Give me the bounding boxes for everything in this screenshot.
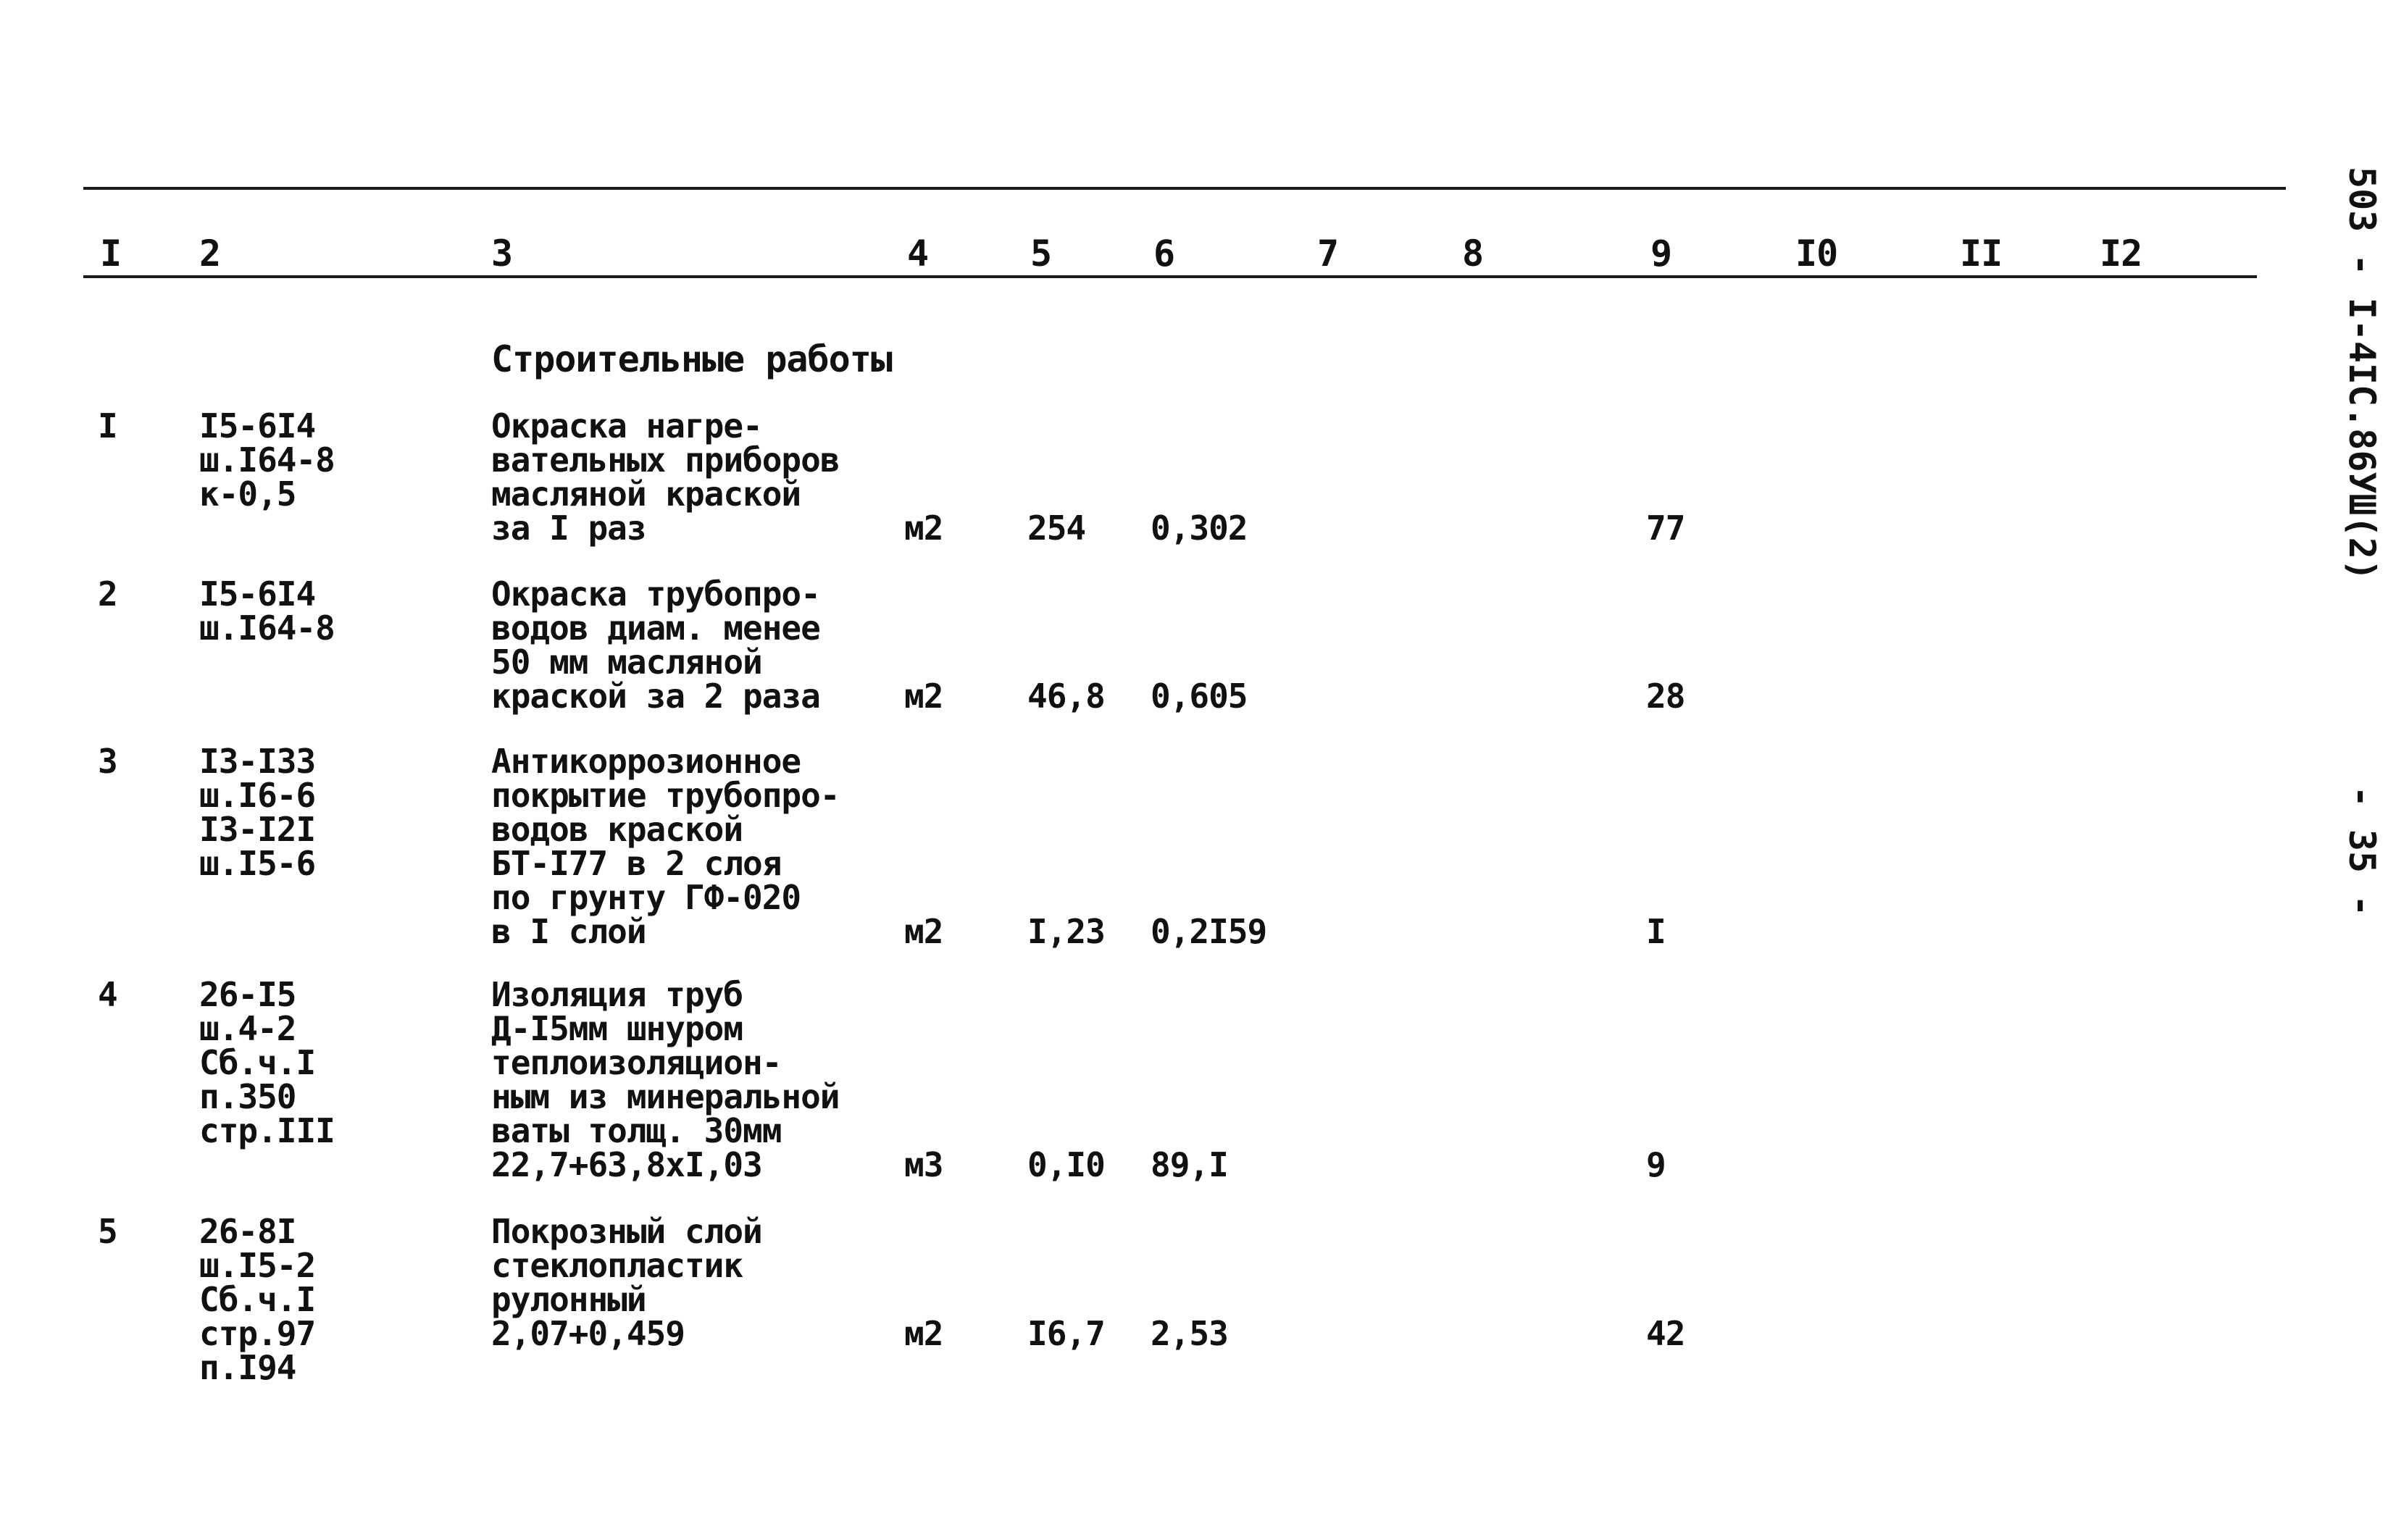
column-header-4: 4 <box>907 233 929 275</box>
row-quantity: 0,I0 <box>1027 1145 1105 1184</box>
document-code: 503 - I-4IC.86УШ(2) <box>2341 167 2383 581</box>
row-column-6: 0,2I59 <box>1151 912 1267 951</box>
row-description: Окраска нагре- вательных приборов масляной краской за I раз <box>491 406 840 548</box>
row-number: 4 <box>98 975 117 1014</box>
table-top-rule <box>83 187 2286 190</box>
row-quantity: I,23 <box>1027 912 1105 951</box>
column-header-2: 2 <box>199 233 221 275</box>
row-quantity: 254 <box>1027 509 1086 548</box>
row-description: Изоляция труб Д-I5мм шнуром теплоизоляцион- ным из минеральной ваты толщ. 30мм 22,7+63,8хI,03 <box>491 975 840 1184</box>
row-unit: м2 <box>904 912 943 951</box>
row-unit: м2 <box>904 1314 943 1353</box>
row-description: Окраска трубопро- водов диам. менее 50 мм масляной краской за 2 раза <box>491 574 820 716</box>
row-code: 26-I5 ш.4-2 Сб.ч.I п.350 стр.III <box>199 975 335 1150</box>
row-description: Покрозный слой стеклопластик рулонный 2,07+0,459 <box>491 1212 762 1353</box>
row-code: I3-I33 ш.I6-6 I3-I2I ш.I5-6 <box>199 742 316 883</box>
column-header-3: 3 <box>491 233 513 275</box>
row-number: 2 <box>98 574 117 614</box>
column-header-10: I0 <box>1795 233 1838 275</box>
row-number: 5 <box>98 1212 117 1251</box>
table-header-rule <box>83 275 2257 278</box>
row-unit: м3 <box>904 1145 943 1184</box>
row-code: I5-6I4 ш.I64-8 <box>199 574 335 648</box>
row-code: I5-6I4 ш.I64-8 к-0,5 <box>199 406 335 514</box>
column-header-1: I <box>100 233 122 275</box>
row-quantity: I6,7 <box>1027 1314 1105 1353</box>
row-unit: м2 <box>904 509 943 548</box>
row-column-6: 0,605 <box>1151 677 1248 716</box>
row-number: 3 <box>98 742 117 781</box>
row-code: 26-8I ш.I5-2 Сб.ч.I стр.97 п.I94 <box>199 1212 316 1387</box>
row-column-6: 0,302 <box>1151 509 1248 548</box>
row-column-9: 28 <box>1646 677 1685 716</box>
column-header-8: 8 <box>1462 233 1484 275</box>
row-description: Антикоррозионное покрытие трубопро- водов краской БТ-I77 в 2 слоя по грунту ГФ-020 в I слой <box>491 742 840 951</box>
row-number: I <box>98 406 117 445</box>
column-header-6: 6 <box>1153 233 1175 275</box>
row-column-9: I <box>1646 912 1666 951</box>
row-unit: м2 <box>904 677 943 716</box>
column-header-12: I2 <box>2100 233 2142 275</box>
row-column-9: 42 <box>1646 1314 1685 1353</box>
page-number: - 35 - <box>2341 785 2383 917</box>
row-column-9: 9 <box>1646 1145 1666 1184</box>
row-column-6: 2,53 <box>1151 1314 1228 1353</box>
row-quantity: 46,8 <box>1027 677 1105 716</box>
column-header-9: 9 <box>1650 233 1672 275</box>
column-header-5: 5 <box>1030 233 1052 275</box>
column-header-7: 7 <box>1317 233 1339 275</box>
row-column-6: 89,I <box>1151 1145 1228 1184</box>
section-title: Строительные работы <box>491 338 892 380</box>
column-header-11: II <box>1960 233 2003 275</box>
row-column-9: 77 <box>1646 509 1685 548</box>
